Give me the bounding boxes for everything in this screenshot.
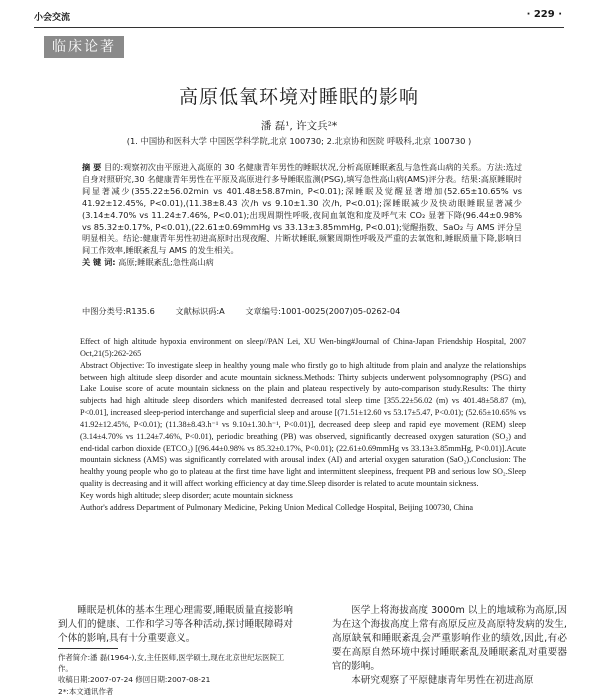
body-paragraph: 睡眠是机体的基本生理心理需要,睡眠质量直接影响到人们的健康、工作和学习等各种活动,探讨睡眠障碍对个体的影响,具有十分重要意义。 — [58, 605, 293, 644]
english-keywords — [80, 490, 526, 502]
english-abstract-label: Abstract — [80, 360, 108, 370]
clc-number: 中图分类号:R135.6 — [82, 306, 155, 316]
authors: 潘 磊¹, 许文兵²* — [260, 120, 338, 132]
author-address — [80, 502, 526, 514]
body-left-column — [58, 604, 293, 646]
english-keywords-label: Key words — [80, 490, 116, 500]
journal-section-label: 小会交流 — [34, 13, 71, 23]
classification-line — [82, 306, 522, 317]
english-keywords-text: high altitude; sleep disorder; acute mountain sickness — [117, 490, 293, 500]
body-right-column — [332, 604, 567, 688]
abstract-text: 目的:观察初次由平原进入高原的 30 名健康青年男性的睡眠状况,分析高原睡眠紊乱与急性高山病的关系。方法:选过自身对照研究,30 名健康青年男性在平原及高原进行多导睡眠监测(PSG),填写急性高山病(AMS)评分表。结果:高原睡眠时间显著减少(355.22±56.02min vs 401.48±58.87min, P<0.01);深睡眠及觉醒显著增加(52.65±10.65% vs 41.92±12.45%, P<0.01),(11.38±8.43 次/h vs 9.10±1.30 次/h, P<0.01);深睡眠减少及快动眼睡眠显著减少(3.14±4.70% vs 11.24±7.46%, P<0.01);出现周期性呼吸,夜间血氧饱和度及呼气末 CO₂ 显著下降(96.44±0.98% vs 85.32±0.17%, P<0.01),(22.61±0.69mmHg vs 33.13±3.85mmHg, P<0.01);觉醒指数、SaO₂ 与 AMS 评分呈明显相关。结论:健康青年男性初进高原时出现夜醒、片断状睡眠,频繁周期性呼吸及严重的去氧饱和,睡眠质量下降,影响日间工作效率,睡眠紊乱与 AMS 的发生相关。 — [82, 162, 523, 256]
abstract-label: 摘 要 — [82, 162, 102, 172]
english-abstract-paragraph — [80, 360, 526, 490]
article-title: 高原低氧环境对睡眠的影响 — [178, 86, 419, 108]
english-abstract-text: Objective: To investigate sleep in healthy young male who firstly go to high altitude from plain and analyze the relationships between high altitude sleep disorder and acute mountain sickness.Methods: Thirty subjects underwent polysomnography (PSG) and Lake Louise score of acute mountain sickness on the plain and plateau respectively by auto-comparison study.Results: The thirty subjects had high altitude sleep disorders which manifested decreased total sleep time [355.22±56.02 (m) vs 401.48±58.87 (m), P<0.01], increased sleep-period interchange and superficial sleep and arouse [(71.51±12.60 vs 53.17±5.47, P<0.01); (52.65±10.65% vs 41.92±12.45%, P<0.01); (11.38±8.43.h⁻¹ vs 9.10±1.30.h⁻¹, P<0.01)], decreased deep sleep and rapid eye movement (REM) sleep (3.14±4.70% vs 11.24±7.46%, P<0.01), periodic breathing (PB) was observed, significantly decreased oxygen saturation (SO₂) and end-tidal carbon dioxide (ETCO₂) [(96.44±0.98% vs 85.32±0.17%, P<0.01); (22.61±0.69mmHg vs 33.13±3.85mmHg, P<0.01)].Acute mountain sickness (AMS) was significantly correlated with arousal index (AI) and arterial oxygen saturation (SaO₂).Conclusion: The healthy young people who go to plateau at the first time have light and intermittent sleepiness, frequent PB and serious low SO₂.Sleep quality is decreasing and it will affect working efficiency at day time.Sleep disorder is related to acute mountain sickness. — [80, 360, 527, 489]
footnote-dates: 收稿日期:2007-07-24 修回日期:2007-08-21 — [58, 675, 211, 684]
page-number: · 229 · — [526, 9, 562, 20]
footnote-rule — [58, 648, 118, 649]
keywords-text: 高原;睡眠紊乱;急性高山病 — [118, 257, 214, 268]
doc-code: 文献标识码:A — [175, 306, 225, 316]
body-paragraph: 本研究观察了平原健康青年男性在初进高原 — [351, 675, 534, 686]
section-banner: 临床论著 — [44, 36, 124, 58]
footnote-bio: 作者简介:潘 磊(1964-),女,主任医师,医学硕士,现在北京世纪坛医院工作。 — [58, 653, 285, 673]
body-paragraph: 医学上将海拔高度 3000m 以上的地域称为高原,因为在这个海拔高度上常有高原反应及高原特发病的发生,高原缺氧和睡眠紊乱会严重影响作业的绩效,因此,有必要在高原自然环境中探讨睡眠紊乱及睡眠紊乱对重要器官的影响。 — [332, 605, 567, 672]
keywords-label: 关 键 词: — [82, 257, 116, 268]
article-number: 文章编号:1001-0025(2007)05-0262-04 — [245, 306, 401, 316]
author-address-label: Author's address — [80, 502, 135, 512]
english-citation: Effect of high altitude hypoxia environment on sleep//PAN Lei, XU Wen-bing#Journal of China-Japan Friendship Hospital, 2007 Oct,21(5):262-265 — [80, 337, 526, 358]
chinese-abstract — [82, 162, 522, 269]
author-address-text: Department of Pulmonary Medicine, Peking Union Medical Colledge Hospital, Beijing 100730, China — [136, 502, 474, 512]
footnote-corresponding: 2*:本文通讯作者 — [58, 687, 114, 696]
header-rule — [34, 27, 564, 28]
affiliation: (1. 中国协和医科大学 中国医学科学院,北京 100730; 2.北京协和医院 呼吸科,北京 100730 ) — [126, 136, 472, 146]
english-abstract — [80, 336, 526, 514]
